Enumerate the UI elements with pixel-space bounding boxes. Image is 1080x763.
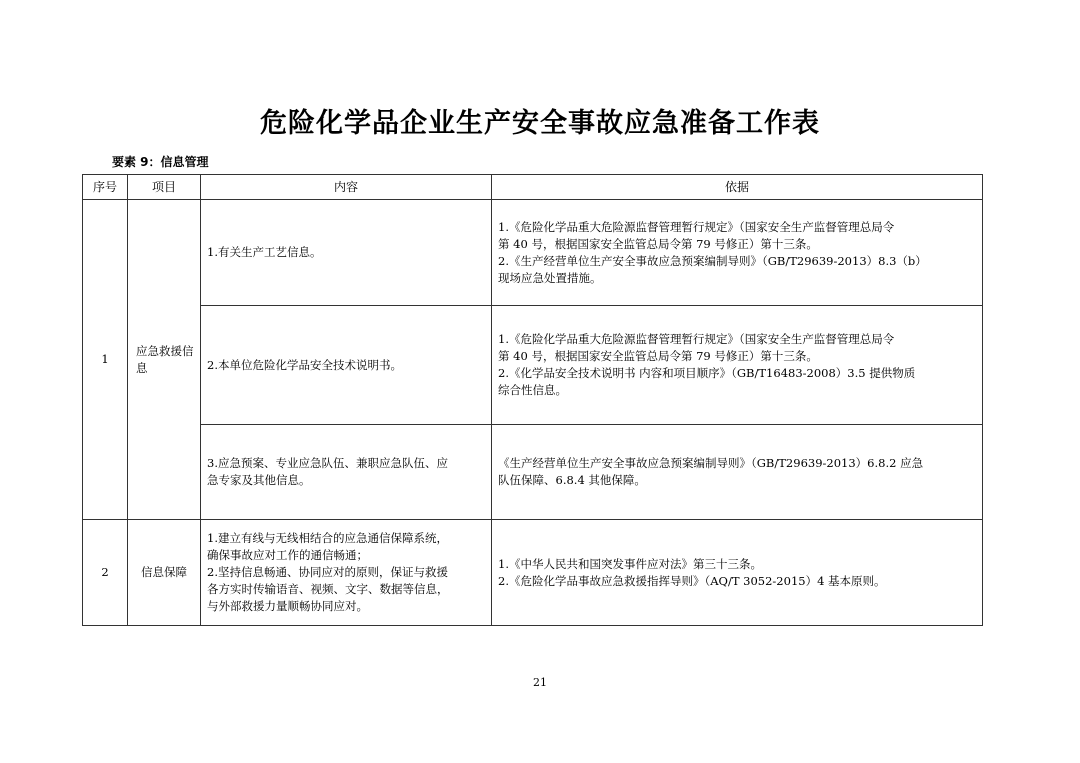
header-basis: 依据 [492, 175, 983, 200]
header-number: 序号 [83, 175, 128, 200]
content-line: 1.建立有线与无线相结合的应急通信保障系统， [207, 531, 448, 545]
row-basis [492, 425, 983, 520]
table-row [83, 200, 983, 306]
row-basis [492, 306, 983, 425]
preparedness-table [82, 174, 983, 626]
table-header-row [83, 175, 983, 200]
content-line: 3.应急预案、专业应急队伍、兼职应急队伍、应 [207, 456, 448, 470]
content-line: 与外部救援力量顺畅协同应对。 [207, 599, 368, 613]
page-number: 21 [533, 676, 547, 689]
content-line: 确保事故应对工作的通信畅通； [207, 548, 368, 562]
row-basis [492, 520, 983, 626]
table-row [83, 520, 983, 626]
basis-line: 队伍保障、6.8.4 其他保障。 [498, 473, 646, 487]
row-number: 1 [83, 200, 128, 520]
row-number: 2 [83, 520, 128, 626]
table-row [83, 306, 983, 425]
basis-line: 综合性信息。 [498, 383, 567, 397]
content-line: 各方实时传输语音、视频、文字、数据等信息， [207, 582, 449, 596]
basis-line: 1.《中华人民共和国突发事件应对法》第三十三条。 [498, 556, 762, 571]
table-row [83, 425, 983, 520]
basis-line: 第 40 号，根据国家安全监管总局令第 79 号修正）第十三条。 [498, 349, 818, 363]
row-content [201, 520, 492, 626]
basis-line: 第 40 号，根据国家安全监管总局令第 79 号修正）第十三条。 [498, 236, 818, 251]
basis-line: 《生产经营单位生产安全事故应急预案编制导则》（GB/T29639-2013）6.8.2 应急 [498, 456, 924, 470]
document-title: 危险化学品企业生产安全事故应急准备工作表 [260, 108, 820, 139]
basis-line: 1.《危险化学品重大危险源监督管理暂行规定》（国家安全生产监督管理总局令 [498, 219, 895, 234]
row-content [201, 425, 492, 520]
row-content: 2.本单位危险化学品安全技术说明书。 [201, 306, 492, 425]
basis-line: 2.《危险化学品事故应急救援指挥导则》（AQ/T 3052-2015）4 基本原则。 [498, 573, 886, 588]
row-content: 1.有关生产工艺信息。 [201, 200, 492, 306]
header-item: 项目 [128, 175, 201, 200]
basis-line: 1.《危险化学品重大危险源监督管理暂行规定》（国家安全生产监督管理总局令 [498, 332, 895, 346]
header-content: 内容 [201, 175, 492, 200]
basis-line: 2.《化学品安全技术说明书 内容和项目顺序》（GB/T16483-2008）3.5 提供物质 [498, 366, 916, 380]
content-line: 急专家及其他信息。 [207, 473, 311, 487]
basis-line: 2.《生产经营单位生产安全事故应急预案编制导则》（GB/T29639-2013）8.3（b） [498, 253, 927, 268]
basis-line: 现场应急处置措施。 [498, 270, 602, 285]
element-label: 要素 9：信息管理 [112, 155, 209, 169]
content-line: 2.坚持信息畅通、协同应对的原则，保证与救援 [207, 565, 448, 579]
row-basis [492, 200, 983, 306]
row-item: 信息保障 [128, 520, 201, 626]
row-item: 应急救援信息 [128, 200, 201, 520]
